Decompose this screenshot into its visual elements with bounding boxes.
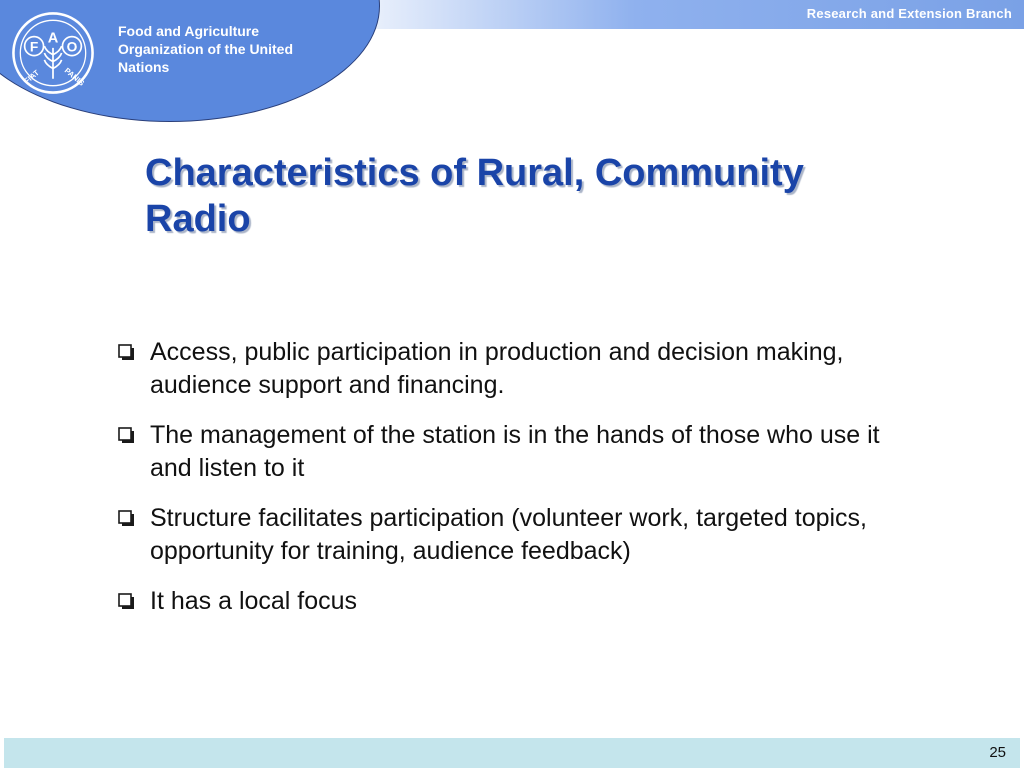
checkbox-square-icon [118,427,135,444]
logo-letter-a: A [47,30,59,47]
org-name: Food and Agriculture Organization of the United Nations [118,23,293,75]
page-number: 25 [989,744,1006,761]
bullet-text: The management of the station is in the hands of those who use it and listen to it [150,421,880,482]
fao-logo [10,10,96,96]
checkbox-square-icon [118,593,135,610]
bullet-item [116,585,916,618]
bullet-item [116,502,916,568]
slide-title: Characteristics of Rural, Community Radio [145,152,804,240]
bullet-item [116,336,916,402]
footer-bar [4,738,1020,768]
bullet-item [116,419,916,485]
logo-motto-right: PANIS [62,66,87,88]
branch-label: Research and Extension Branch [806,6,1012,21]
bullet-list [116,336,916,635]
logo-motto-left: FIAT [22,68,41,86]
checkbox-square-icon [118,344,135,361]
bullet-text: Access, public participation in production and decision making, audience support and financing. [150,338,844,399]
bullet-text: Structure facilitates participation (volunteer work, targeted topics, opportunity for training, audience feedback) [150,504,868,565]
logo-letter-o: O [66,39,78,55]
checkbox-square-icon [118,510,135,527]
logo-letter-f: F [29,39,39,55]
bullet-text: It has a local focus [150,587,358,615]
